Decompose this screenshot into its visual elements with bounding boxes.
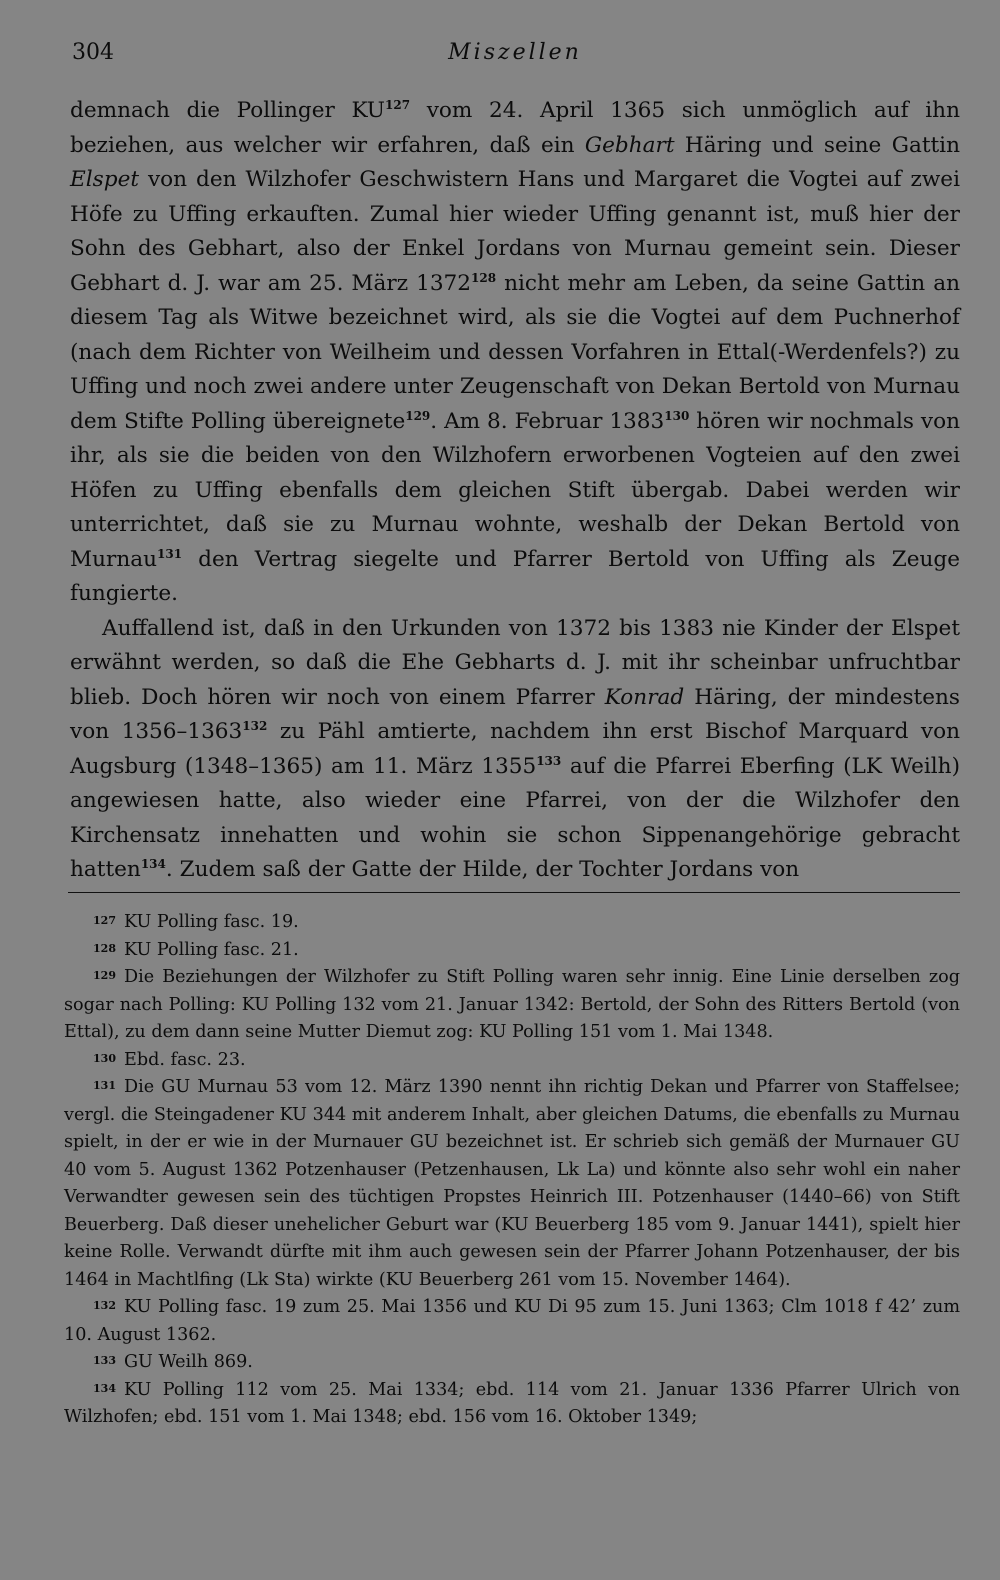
main-text [70, 94, 960, 888]
footnote-number: 129 [93, 969, 116, 982]
footnote-ref: 128 [471, 270, 497, 285]
footnote [64, 1349, 960, 1377]
footnote [64, 909, 960, 937]
text-run: auf die Pfarrei Eberfing (LK Weilh) angewiesen hatte, also wieder eine Pfarrei, von der die Wilzhofer den Kirchensatz innehatten und wohin sie schon Sippenangehörige gebracht hatten [70, 753, 960, 882]
text-run: hören wir nochmals von ihr, als sie die beiden von den Wilzhofern erworbenen Vogteien auf den zwei Höfen zu Uffing ebenfalls dem gleichen Stift übergab. Dabei werden wir unterrichtet, daß sie zu Murnau wohnte, weshalb der Dekan Bertold von Murnau [70, 408, 960, 572]
footnote-ref: 130 [664, 408, 690, 423]
footnote [64, 1074, 960, 1294]
footnote [64, 1047, 960, 1075]
footnote-number: 131 [93, 1079, 116, 1092]
footnote-ref: 133 [536, 753, 562, 768]
footnote-number: 133 [93, 1354, 116, 1367]
footnote-number: 130 [93, 1051, 116, 1065]
text-run: von den Wilzhofer Geschwistern Hans und Margaret die Vogtei auf zwei Höfe zu Uffing erkauften. Zumal hier wieder Uffing genannt ist, muß hier der Sohn des Gebhart, also der Enkel Jordans von Murnau gemeint sein. Dieser Gebhart d. J. war am 25. März 1372 [70, 167, 960, 296]
person-name: Gebhart [584, 132, 675, 158]
person-name: Elspet [70, 167, 140, 192]
text-run: . Am 8. Februar 1383 [430, 408, 665, 434]
paragraph [70, 612, 960, 888]
footnote-ref: 132 [242, 718, 268, 733]
person-name: Konrad [604, 684, 685, 710]
footnote-number: 134 [93, 1381, 116, 1395]
page-number: 304 [72, 40, 114, 65]
footnote [64, 1377, 960, 1432]
running-head: Miszellen [448, 40, 582, 65]
footnote-ref: 127 [385, 97, 411, 112]
footnote-text: Die GU Murnau 53 vom 12. März 1390 nennt ihn richtig Dekan und Pfarrer von Staffelsee; vergl. die Steingadener KU 344 mit anderem Inhalt, aber gleichen Datums, die ebenfalls zu Murnau spielt, in der er wie in der Murnauer GU bezeichnet ist. Er schrieb sich gemäß der Murnauer GU 40 vom 5. August 1362 Potzenhauser (Petzenhausen, Lk La) und könnte also sehr wohl ein naher Verwandter gewesen sein des tüchtigen Propstes Heinrich III. Potzenhauser (1440–66) von Stift Beuerberg. Daß dieser unehelicher Geburt war (KU Beuerberg 185 vom 9. Januar 1441), spielt hier keine Rolle. Verwandt dürfte mit ihm auch gewesen sein der Pfarrer Johann Potzenhauser, der bis 1464 in Machtlfing (Lk Sta) wirkte (KU Beuerberg 261 vom 15. November 1464). [64, 1077, 960, 1290]
footnote-text: KU Polling 112 vom 25. Mai 1334; ebd. 114 vom 21. Januar 1336 Pfarrer Ulrich von Wilzhofen; ebd. 151 vom 1. Mai 1348; ebd. 156 vom 16. Oktober 1349; [64, 1379, 960, 1427]
text-run: demnach die Pollinger KU [70, 98, 386, 123]
footnote-text: GU Weilh 869. [124, 1352, 253, 1372]
footnote-text: Ebd. fasc. 23. [124, 1049, 246, 1070]
footnote-number: 128 [93, 941, 116, 955]
footnote-text: KU Polling fasc. 19. [124, 912, 299, 932]
footnote-ref: 131 [157, 546, 183, 561]
footnote-number: 132 [93, 1299, 116, 1312]
footnote-text: Die Beziehungen der Wilzhofer zu Stift Polling waren sehr innig. Eine Linie derselben zog sogar nach Polling: KU Polling 132 vom 21. Januar 1342: Bertold, der Sohn des Ritters Bertold (von Ettal), zu dem dann seine Mutter Diemut zog: KU Polling 151 vom 1. Mai 1348. [64, 967, 960, 1042]
paragraph [70, 94, 960, 612]
text-run: . Zudem saß der Gatte der Hilde, der Tochter Jordans von [165, 857, 800, 882]
text-run: nicht mehr am Leben, da seine Gattin an diesem Tag als Witwe bezeichnet wird, als sie die Vogtei auf dem Puchnerhof (nach dem Richter von Weilheim und dessen Vorfahren in Ettal(-Werdenfels?) zu Uffing und noch zwei andere unter Zeugenschaft von Dekan Bertold von Murnau dem Stifte Polling übereignete [70, 270, 960, 434]
text-run: zu Pähl amtierte, nachdem ihn erst Bischof Marquard von Augsburg (1348–1365) am 11. März 1355 [70, 719, 960, 779]
footnote [64, 1294, 960, 1349]
footnote-ref: 129 [405, 408, 431, 423]
text-run: Auffallend ist, daß in den Urkunden von 1372 bis 1383 nie Kinder der Elspet erwähnt werden, so daß die Ehe Gebharts d. J. mit ihr scheinbar unfruchtbar blieb. Doch hören wir noch von einem Pfarrer [70, 615, 960, 710]
text-run: den Vertrag siegelte und Pfarrer Bertold von Uffing als Zeuge fungierte. [70, 546, 960, 606]
footnote [64, 937, 960, 965]
footnotes [64, 909, 960, 1432]
footnote-text: KU Polling fasc. 21. [124, 939, 299, 960]
footnote-number: 127 [93, 914, 116, 927]
footnote-divider [68, 892, 960, 893]
footnote-text: KU Polling fasc. 19 zum 25. Mai 1356 und KU Di 95 zum 15. Juni 1363; Clm 1018 f 42’ zum 10. August 1362. [64, 1297, 960, 1345]
text-run: Häring, der mindestens von 1356–1363 [70, 684, 960, 744]
text-run: vom 24. April 1365 sich unmöglich auf ihn beziehen, aus welcher wir erfahren, daß ein [70, 98, 960, 158]
footnote-ref: 134 [140, 856, 166, 871]
page-header [72, 40, 958, 74]
footnote [64, 964, 960, 1047]
text-run: Häring und seine Gattin [674, 132, 960, 158]
